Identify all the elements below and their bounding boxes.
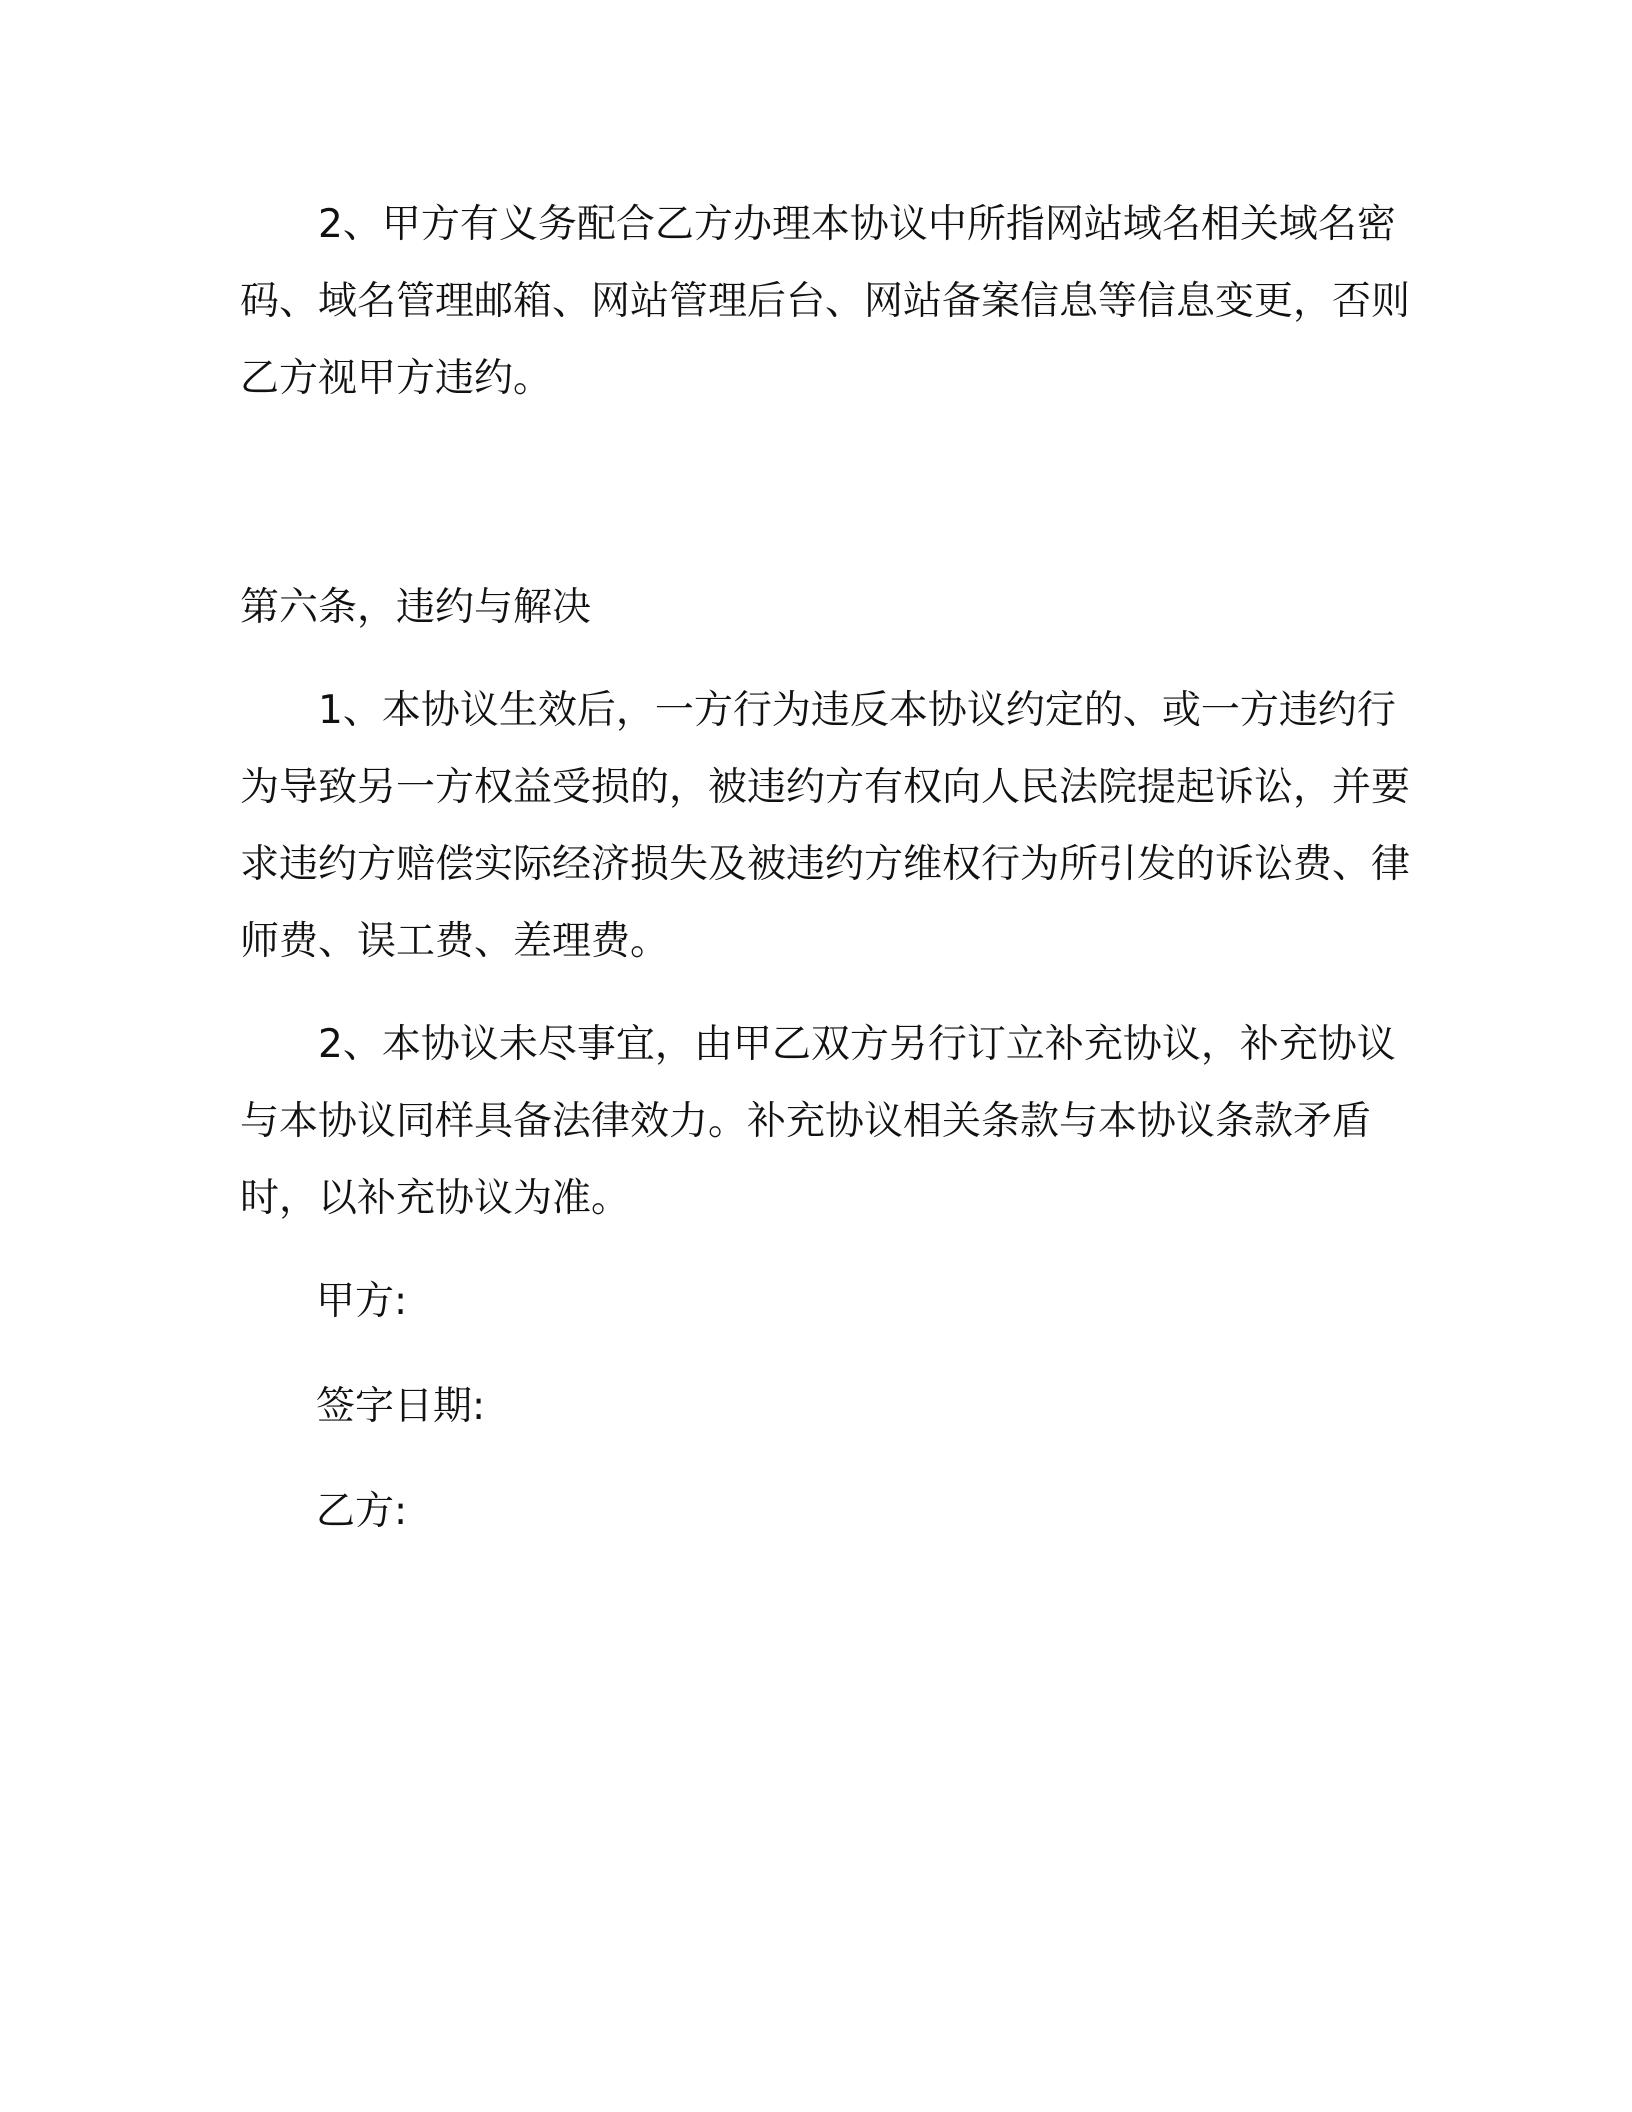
signature-line-spacer [240,1340,1420,1368]
section6-title: 第六条，违约与解决 [240,585,592,630]
section6-clause-1: 1、本协议生效后，一方行为违反本协议约定的、或一方违约行为导致另一方权益受损的，被违约方有权向人民法院提起诉讼，并要求违约方赔偿实际经济损失及被违约方维权行为所引发的诉讼费、律师费、误工费、差理费。 [240,688,1411,964]
section5-clause-2: 2、甲方有义务配合乙方办理本协议中所指网站域名相关域名密码、域名管理邮箱、网站管理后台、网站备案信息等信息变更，否则乙方视甲方违约。 [240,202,1411,401]
paragraph-spacer [240,646,1420,672]
document-body [240,186,1420,1550]
signature-spacer [240,1237,1420,1263]
paragraph-spacer [240,980,1420,1006]
section-spacer [240,417,1420,569]
sign-date-label: 签字日期: [316,1384,486,1429]
signature-line-spacer [240,1445,1420,1473]
party-a-label: 甲方: [316,1279,408,1324]
party-b-label: 乙方: [316,1489,408,1534]
section6-clause-2: 2、本协议未尽事宜，由甲乙双方另行订立补充协议，补充协议与本协议同样具备法律效力。补充协议相关条款与本协议条款矛盾时，以补充协议为准。 [240,1022,1396,1221]
